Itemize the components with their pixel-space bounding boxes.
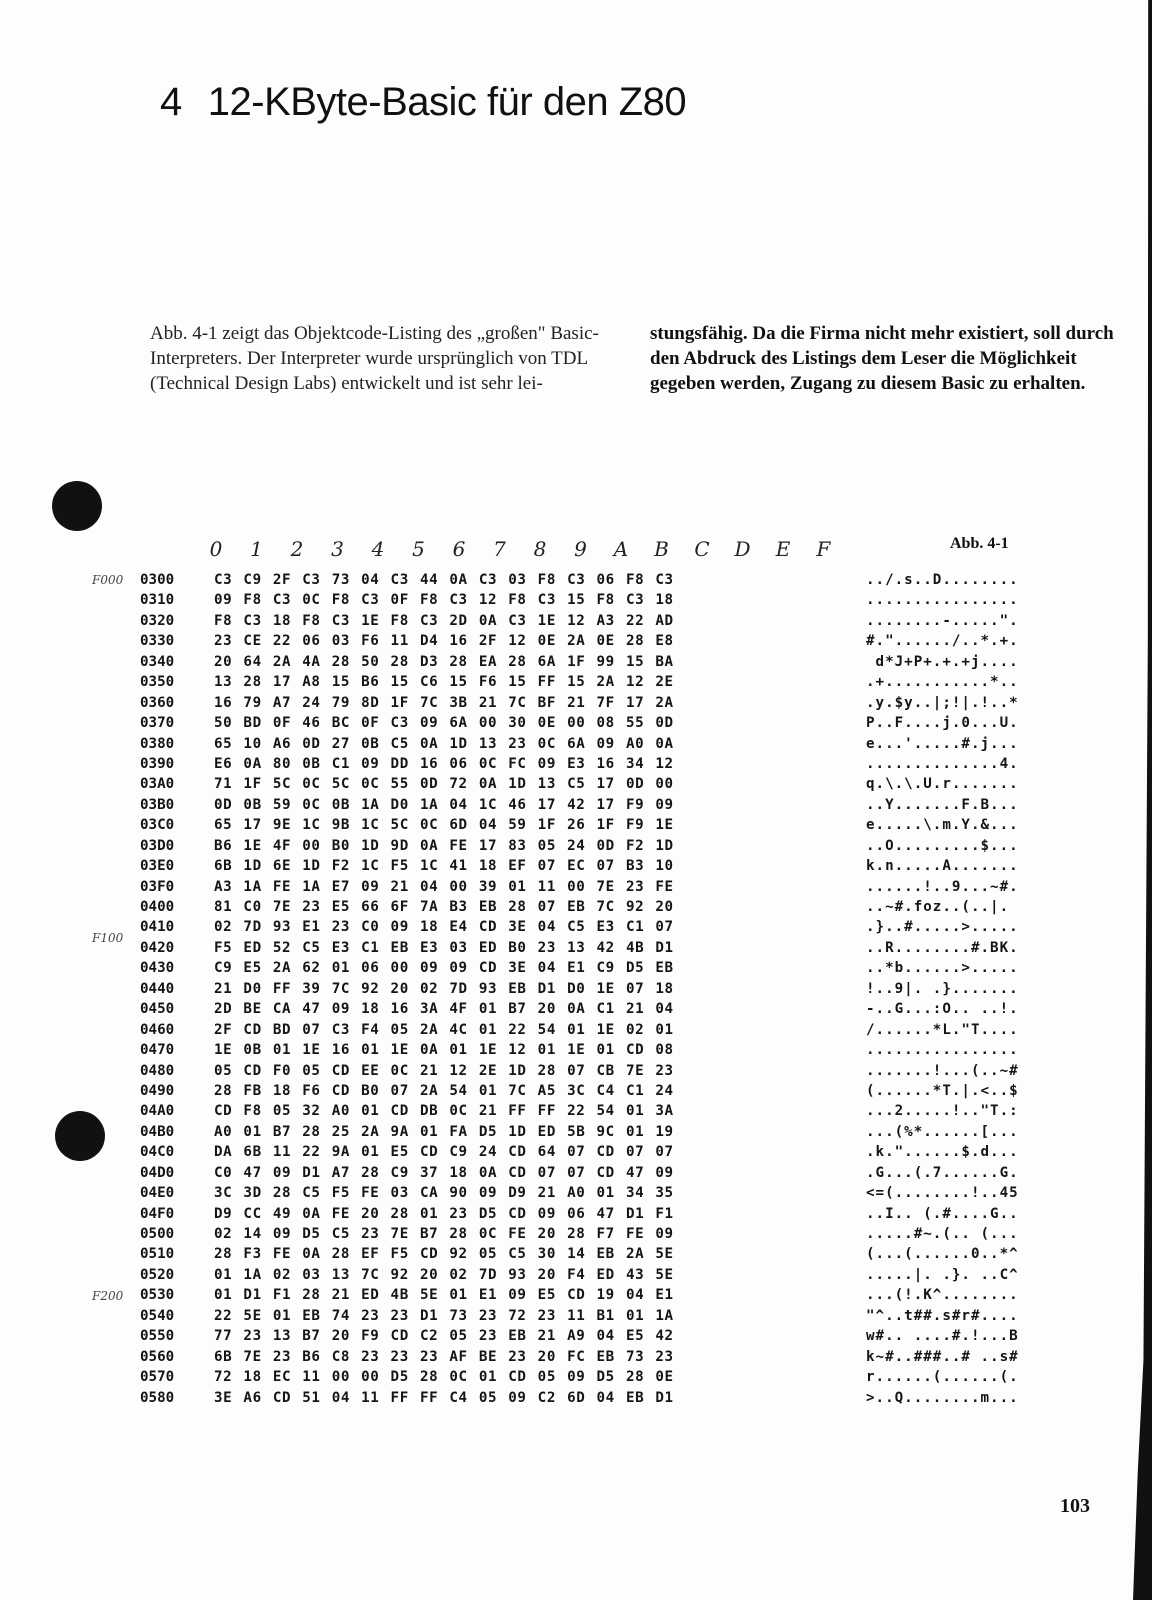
listing-ascii: (......*T.|.<..$ <box>866 1082 1019 1099</box>
listing-ascii: "^..t##.s#r#.... <box>866 1307 1019 1324</box>
listing-address: 04B0 <box>140 1123 175 1140</box>
listing-bytes: F8 C3 18 F8 C3 1E F8 C3 2D 0A C3 1E 12 A3 22 AD <box>214 612 674 629</box>
listing-ascii: ..*b......>..... <box>866 960 1019 977</box>
listing-address: 0310 <box>140 592 175 609</box>
listing-ascii: ...2.....!.."T.: <box>866 1103 1019 1120</box>
listing-ascii: ../.s..D........ <box>866 572 1019 588</box>
listing-address: 0330 <box>140 633 175 650</box>
listing-bytes: 28 F3 FE 0A 28 EF F5 CD 92 05 C5 30 14 EB 2A 5E <box>214 1246 674 1263</box>
listing-ascii: <=(........!..45 <box>866 1185 1019 1202</box>
listing-ascii: (...(......0..*^ <box>866 1246 1019 1263</box>
listing-ascii: e.....\.m.Y.&... <box>866 817 1019 834</box>
column-header-digit: 5 <box>412 537 425 561</box>
listing-ascii: ..Y.......F.B... <box>866 796 1019 813</box>
listing-address: 0360 <box>140 694 175 711</box>
listing-bytes: 77 23 13 B7 20 F9 CD C2 05 23 EB 21 A9 04 E5 42 <box>214 1328 674 1345</box>
listing-address: 03F0 <box>140 878 175 895</box>
listing-ascii: P..F....j.0...U. <box>866 715 1019 732</box>
listing-bytes: 16 79 A7 24 79 8D 1F 7C 3B 21 7C BF 21 7F 17 2A <box>214 694 674 711</box>
listing-address: 0400 <box>140 899 175 915</box>
listing-ascii: ................ <box>866 592 1019 609</box>
listing-ascii: .......!...(..~# <box>866 1062 1019 1079</box>
listing-address: 0530 <box>140 1287 175 1304</box>
listing-ascii: !..9|. .}....... <box>866 980 1019 997</box>
listing-bytes: 2F CD BD 07 C3 F4 05 2A 4C 01 22 54 01 1E 02 01 <box>214 1021 674 1038</box>
listing-address: 0390 <box>140 755 175 772</box>
column-header-digit: B <box>654 537 669 561</box>
listing-address: 04A0 <box>140 1103 175 1120</box>
listing-address: 03D0 <box>140 837 175 854</box>
listing-bytes: A0 01 B7 28 25 2A 9A 01 FA D5 1D ED 5B 9C 01 19 <box>214 1123 674 1140</box>
listing-address: 0540 <box>140 1307 175 1324</box>
listing-ascii: ..R........#.BK. <box>866 939 1019 956</box>
listing-bytes: 02 14 09 D5 C5 23 7E B7 28 0C FE 20 28 F7 FE 09 <box>214 1226 674 1242</box>
listing-ascii: w#.. ....#.!...B <box>866 1328 1019 1345</box>
listing-address: 0420 <box>140 939 175 956</box>
listing-address: 0460 <box>140 1021 175 1038</box>
page-number: 103 <box>1060 1495 1090 1517</box>
listing-ascii: r......(......(. <box>866 1369 1019 1386</box>
listing-ascii: >..Q........m... <box>866 1389 1019 1406</box>
listing-address: 0370 <box>140 715 175 732</box>
column-header-digit: 7 <box>493 537 506 561</box>
listing-ascii: ..............4. <box>866 755 1019 772</box>
listing-ascii: e...'.....#.j... <box>866 735 1019 752</box>
listing-ascii: k.n.....A....... <box>866 858 1019 875</box>
listing-ascii: ...(%*......[... <box>866 1123 1019 1140</box>
listing-ascii: q.\.\.U.r....... <box>866 776 1019 793</box>
listing-address: 04E0 <box>140 1185 175 1202</box>
listing-bytes: 01 1A 02 03 13 7C 92 20 02 7D 93 20 F4 ED 43 5E <box>214 1266 674 1283</box>
page-marker: F000 <box>92 573 124 587</box>
column-header-digit: E <box>775 537 791 561</box>
listing-ascii: .y.$y..|;!|.!..* <box>866 694 1019 711</box>
listing-ascii: ......!..9...~#. <box>866 878 1019 895</box>
column-header-digit: D <box>734 537 751 561</box>
listing-bytes: 72 18 EC 11 00 00 D5 28 0C 01 CD 05 09 D5 28 0E <box>214 1369 674 1386</box>
listing-bytes: CD F8 05 32 A0 01 CD DB 0C 21 FF FF 22 54 01 3A <box>214 1103 674 1120</box>
listing-ascii: #."....../..*.+. <box>866 633 1019 650</box>
column-header-digit: 4 <box>371 537 385 561</box>
listing-ascii: .}..#.....>..... <box>866 919 1019 936</box>
punch-hole <box>52 481 102 531</box>
column-header-digit: 0 <box>209 537 223 561</box>
listing-bytes: 3E A6 CD 51 04 11 FF FF C4 05 09 C2 6D 04 EB D1 <box>214 1389 674 1406</box>
figure-label: Abb. 4-1 <box>950 535 1009 552</box>
listing-bytes: 6B 7E 23 B6 C8 23 23 23 AF BE 23 20 FC EB 73 23 <box>214 1348 674 1365</box>
listing-address: 03E0 <box>140 858 175 875</box>
listing-ascii: ........-.....". <box>866 612 1019 629</box>
listing-address: 0500 <box>140 1226 175 1242</box>
listing-bytes: C9 E5 2A 62 01 06 00 09 09 CD 3E 04 E1 C9 D5 EB <box>214 960 674 977</box>
listing-bytes: 22 5E 01 EB 74 23 23 D1 73 23 72 23 11 B1 01 1A <box>214 1307 674 1324</box>
column-header-digit: C <box>694 537 710 561</box>
listing-ascii: k~#..###..# ..s# <box>866 1348 1019 1365</box>
listing-address: 0300 <box>140 572 175 588</box>
listing-bytes: 50 BD 0F 46 BC 0F C3 09 6A 00 30 0E 00 08 55 0D <box>214 715 674 732</box>
listing-ascii: ..O.........$... <box>866 837 1019 854</box>
listing-ascii: .G...(.7......G. <box>866 1164 1019 1181</box>
listing-bytes: 71 1F 5C 0C 5C 0C 55 0D 72 0A 1D 13 C5 17 0D 00 <box>214 776 674 793</box>
listing-ascii: ..I.. (.#....G.. <box>866 1205 1019 1222</box>
column-header-digit: 9 <box>574 537 587 561</box>
listing-address: 0480 <box>140 1062 175 1079</box>
listing-bytes: 21 D0 FF 39 7C 92 20 02 7D 93 EB D1 D0 1E 07 18 <box>214 980 674 997</box>
listing-bytes: F5 ED 52 C5 E3 C1 EB E3 03 ED B0 23 13 42 4B D1 <box>214 939 674 956</box>
listing-address: 0470 <box>140 1042 175 1059</box>
column-header-digit: 8 <box>533 537 547 561</box>
listing-bytes: 65 17 9E 1C 9B 1C 5C 0C 6D 04 59 1F 26 1F F9 1E <box>214 817 674 834</box>
listing-bytes: 2D BE CA 47 09 18 16 3A 4F 01 B7 20 0A C1 21 04 <box>214 1001 674 1018</box>
column-header-digit: 6 <box>452 537 466 561</box>
listing-address: 0450 <box>140 1001 175 1018</box>
listing-bytes: 09 F8 C3 0C F8 C3 0F F8 C3 12 F8 C3 15 F8 C3 18 <box>214 592 674 609</box>
listing-bytes: 20 64 2A 4A 28 50 28 D3 28 EA 28 6A 1F 99 15 BA <box>214 653 674 670</box>
listing-bytes: 6B 1D 6E 1D F2 1C F5 1C 41 18 EF 07 EC 07 B3 10 <box>214 858 674 875</box>
listing-ascii: -..G...:O.. ..!. <box>866 1001 1019 1018</box>
listing-ascii: ...(!.K^........ <box>866 1287 1019 1304</box>
listing-ascii: .....|. .}. ..C^ <box>866 1266 1019 1283</box>
chapter-number: 4 <box>160 80 182 124</box>
listing-bytes: 02 7D 93 E1 23 C0 09 18 E4 CD 3E 04 C5 E3 C1 07 <box>214 919 674 936</box>
listing-ascii: d*J+P+.+.+j.... <box>866 653 1019 670</box>
listing-bytes: 65 10 A6 0D 27 0B C5 0A 1D 13 23 0C 6A 09 A0 0A <box>214 735 674 752</box>
column-header-digit: F <box>816 537 831 561</box>
punch-hole <box>55 1111 105 1161</box>
listing-bytes: 05 CD F0 05 CD EE 0C 21 12 2E 1D 28 07 CB 7E 23 <box>214 1062 674 1079</box>
listing-bytes: 28 FB 18 F6 CD B0 07 2A 54 01 7C A5 3C C4 C1 24 <box>214 1082 674 1099</box>
listing-address: 04F0 <box>140 1205 175 1222</box>
listing-bytes: 1E 0B 01 1E 16 01 1E 0A 01 1E 12 01 1E 01 CD 08 <box>214 1042 674 1059</box>
listing-bytes: C0 47 09 D1 A7 28 C9 37 18 0A CD 07 07 CD 47 09 <box>214 1164 674 1181</box>
chapter-title <box>160 80 686 125</box>
listing-address: 03C0 <box>140 817 175 834</box>
listing-address: 04D0 <box>140 1164 175 1181</box>
listing-address: 0440 <box>140 980 175 997</box>
listing-bytes: 81 C0 7E 23 E5 66 6F 7A B3 EB 28 07 EB 7C 92 20 <box>214 899 674 915</box>
listing-address: 0410 <box>140 919 175 936</box>
listing-address: 04C0 <box>140 1144 175 1161</box>
listing-bytes: 0D 0B 59 0C 0B 1A D0 1A 04 1C 46 17 42 17 F9 09 <box>214 796 674 813</box>
listing-address: 0320 <box>140 612 175 629</box>
listing-address: 0430 <box>140 960 175 977</box>
listing-ascii: .....#~.(.. (... <box>866 1226 1019 1242</box>
listing-address: 03A0 <box>140 776 175 793</box>
column-header-digit: A <box>613 537 629 561</box>
listing-ascii: .k."......$.d... <box>866 1144 1019 1161</box>
page-marker: F200 <box>92 1289 124 1303</box>
listing-bytes: B6 1E 4F 00 B0 1D 9D 0A FE 17 83 05 24 0D F2 1D <box>214 837 674 854</box>
listing-address: 0380 <box>140 735 175 752</box>
intro-paragraph-left: Abb. 4-1 zeigt das Objektcode-Listing des „großen" Basic-Interpreters. Der Interpreter wurde ursprünglich von TDL (Technical Design Labs) entwickelt und ist sehr lei- <box>150 323 599 394</box>
page-marker: F100 <box>92 931 124 945</box>
listing-address: 0520 <box>140 1266 175 1283</box>
listing-bytes: 13 28 17 A8 15 B6 15 C6 15 F6 15 FF 15 2A 12 2E <box>214 674 674 691</box>
listing-bytes: C3 C9 2F C3 73 04 C3 44 0A C3 03 F8 C3 06 F8 C3 <box>214 572 674 588</box>
listing-address: 03B0 <box>140 796 175 813</box>
listing-address: 0570 <box>140 1369 175 1386</box>
listing-bytes: 23 CE 22 06 03 F6 11 D4 16 2F 12 0E 2A 0E 28 E8 <box>214 633 674 650</box>
intro-paragraph-right: stungsfähig. Da die Firma nicht mehr existiert, soll durch den Abdruck des Listings dem Leser die Möglichkeit gegeben werden, Zugang zu diesem Basic zu erhalten. <box>650 323 1114 394</box>
listing-bytes: 01 D1 F1 28 21 ED 4B 5E 01 E1 09 E5 CD 19 04 E1 <box>214 1287 674 1304</box>
listing-ascii: ..~#.foz..(..|. <box>866 899 1019 915</box>
listing-bytes: A3 1A FE 1A E7 09 21 04 00 39 01 11 00 7E 23 FE <box>214 878 674 895</box>
column-header-digit: 2 <box>290 537 304 561</box>
listing-address: 0550 <box>140 1328 175 1345</box>
listing-ascii: .+...........*.. <box>866 674 1019 691</box>
listing-address: 0490 <box>140 1082 175 1099</box>
listing-ascii: ................ <box>866 1042 1019 1059</box>
listing-bytes: DA 6B 11 22 9A 01 E5 CD C9 24 CD 64 07 CD 07 07 <box>214 1144 674 1161</box>
column-header-digit: 1 <box>250 537 263 561</box>
listing-bytes: D9 CC 49 0A FE 20 28 01 23 D5 CD 09 06 47 D1 F1 <box>214 1205 674 1222</box>
listing-address: 0350 <box>140 674 175 691</box>
listing-bytes: E6 0A 80 0B C1 09 DD 16 06 0C FC 09 E3 16 34 12 <box>214 755 674 772</box>
listing-address: 0580 <box>140 1389 175 1406</box>
listing-address: 0560 <box>140 1348 175 1365</box>
listing-bytes: 3C 3D 28 C5 F5 FE 03 CA 90 09 D9 21 A0 01 34 35 <box>214 1185 674 1202</box>
listing-ascii: /......*L."T.... <box>866 1021 1019 1038</box>
chapter-title-text: 12-KByte-Basic für den Z80 <box>207 80 687 124</box>
listing-address: 0510 <box>140 1246 175 1263</box>
listing-address: 0340 <box>140 653 175 670</box>
page-edge-shadow <box>1133 0 1152 1600</box>
column-header-digit: 3 <box>331 537 344 561</box>
